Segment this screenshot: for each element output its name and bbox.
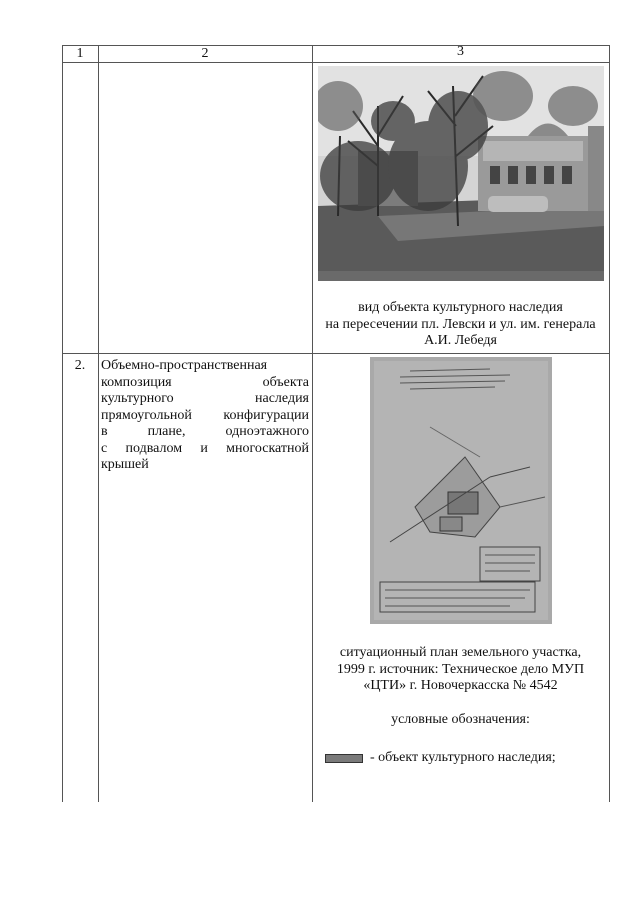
plan-caption-line-3: «ЦТИ» г. Новочеркасска № 4542 (363, 678, 558, 693)
object-description (101, 358, 309, 474)
description-line-3: культурного наследия (101, 391, 309, 406)
legend-item: - объект культурного наследия; (370, 750, 556, 765)
photo-caption-line-3: А.И. Лебедя (424, 333, 497, 348)
description-line-7: крышей (101, 457, 149, 472)
row-divider (62, 353, 610, 354)
header-col-3: 3 (457, 44, 464, 59)
plan-caption-line-2: 1999 г. источник: Техническое дело МУП (336, 661, 585, 677)
table-right-border (609, 45, 610, 802)
photo-caption-line-1: вид объекта культурного наследия (358, 300, 563, 315)
building-photo (318, 66, 604, 281)
legend-swatch (325, 754, 363, 763)
description-line-5: в плане, одноэтажного (101, 424, 309, 439)
legend-title: условные обозначения: (391, 712, 530, 727)
description-line-6: с подвалом и многоскатной (101, 440, 309, 456)
photo-caption (312, 300, 609, 350)
situational-plan-scan (370, 357, 552, 624)
table-left-border (62, 45, 63, 802)
photo-caption-line-2: на пересечении пл. Левски и ул. им. генерала (325, 316, 596, 332)
building-photo-graphic (318, 66, 604, 281)
description-line-4: прямоугольной конфигурации (101, 407, 309, 423)
description-line-1: Объемно-пространственная (101, 358, 268, 373)
header-bottom-border (62, 62, 610, 63)
situational-plan-graphic (370, 357, 552, 624)
description-line-2: композиция объекта (101, 374, 309, 390)
header-col-2: 2 (201, 46, 209, 61)
plan-caption (312, 645, 609, 695)
column-divider-1 (98, 45, 99, 802)
header-col-1: 1 (76, 46, 84, 61)
row-number: 2. (74, 358, 86, 373)
plan-caption-line-1: ситуационный план земельного участка, (339, 645, 582, 660)
